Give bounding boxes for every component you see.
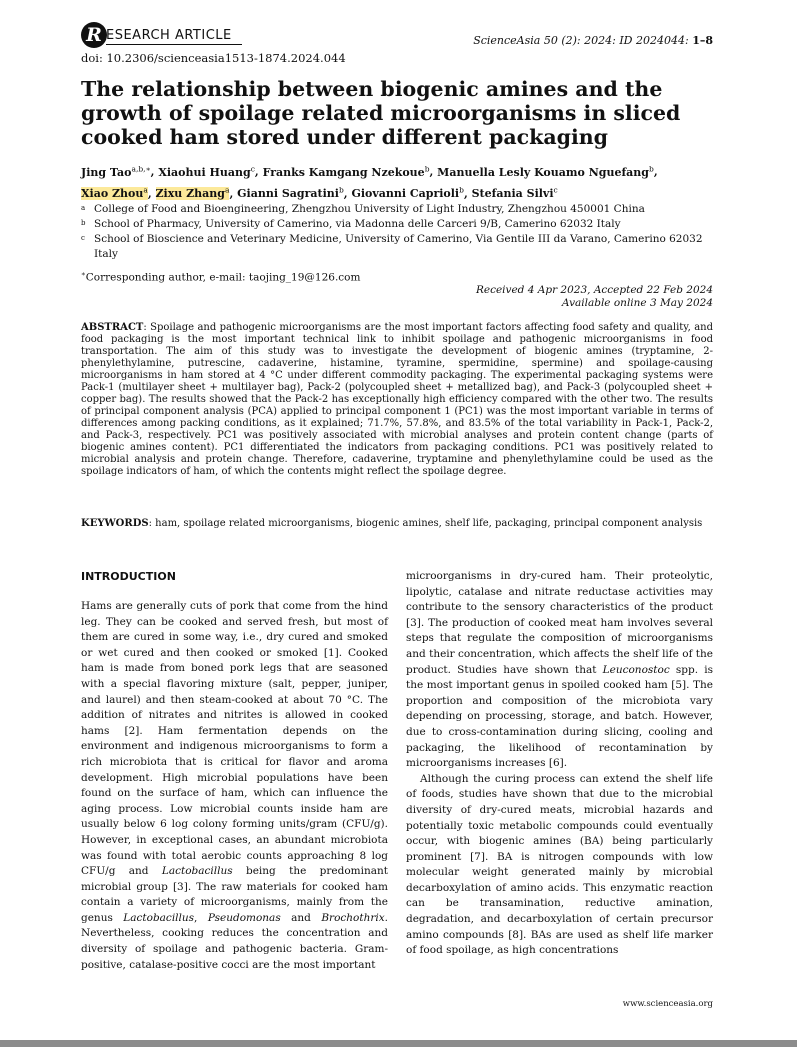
abstract-text: Spoilage and pathogenic microorganisms are the most important factors affecting food safety and quality, and food packaging is the most important technical link to inhibit spoilage and pathogenic microorganisms in food transportation. The aim of this study was to investigate the development of biogenic amines (tryptamine, 2-phenylethylamine, putrescine, cadaverine, histamine, tyramine, spermidine, spermine) and spoilage-causing microorganisms in ham stored at 4 °C under different commodity packaging. The experimental packaging systems were Pack-1 (multilayer sheet + multilayer bag), Pack-2 (polycoupled sheet + metallized bag), and Pack-3 (polycoupled sheet + copper bag). The results showed that the Pack-2 has exceptionally high efficiency compared with the other two. The results of principal component analysis (PCA) applied to principal component 1 (PC1) was the most important variable in terms of differences among packing conditions, as it explained; 71.7%, 57.8%, and 83.5% of the total variability in Pack-1, Pack-2, and Pack-3, respectively. PC1 was positively associated with microbial analyses and protein content change (parts of biogenic amines content). PC1 differentiated the indicators from packaging conditions. PC1 was positively related to microbial analysis and protein change. Therefore, cadaverine, tryptamine and phenylethylamine could be used as the spoilage indicators of ham, of which the contents might reflect the spoilage degree. xyxy=(81,322,713,477)
journal-citation xyxy=(473,34,713,47)
article-title: The relationship between biogenic amines and the growth of spoilage related microorganisms in sliced cooked ham stored under different packaging xyxy=(81,77,681,149)
affiliation-item: c School of Bioscience and Veterinary Medicine, University of Camerino, Via Gentile III da Varano, Camerino 62032 Italy xyxy=(81,233,703,260)
author[interactable]: Xiaohui Huang$^c$ xyxy=(158,164,255,179)
corresponding-author: ∗Corresponding author, e-mail: taojing_19@126.com xyxy=(81,270,361,284)
affiliation-item: a College of Food and Bioengineering, Zhengzhou University of Light Industry, Zhengzhou 450001 China xyxy=(81,203,645,215)
available-online-date: Available online 3 May 2024 xyxy=(561,297,713,309)
keywords-text: ham, spoilage related microorganisms, biogenic amines, shelf life, packaging, principal component analysis xyxy=(155,518,703,529)
page-bottom-bar xyxy=(0,1040,797,1047)
keywords-label: KEYWORDS xyxy=(81,518,149,529)
author[interactable]: Giovanni Caprioli$^b$ xyxy=(351,185,464,201)
author[interactable]: Jing Tao$^{a,b,∗}$ xyxy=(81,164,151,179)
author[interactable]: Gianni Sagratini$^b$ xyxy=(237,185,344,201)
author[interactable]: Franks Kamgang Nzekoue$^b$ xyxy=(262,164,430,179)
journal-name: ScienceAsia xyxy=(473,34,541,47)
body-paragraph-continued: microorganisms in dry-cured ham. Their proteolytic, lipolytic, catalase and nitrate reductase activities may contribute to the sensory characteristics of the product [3]. The production of cooked meat ham involves several steps that regulate the composition of microorganisms and their concentration, which affects the shelf life of the product. Studies have shown that Leuconostoc spp. is the most important genus in spoiled cooked ham [5]. The proportion and composition of the microbiota vary depending on processing, storage, and batch. However, due to cross-contamination during slicing, cooling and packaging, the likelihood of recontamination by microorganisms increases [6]. xyxy=(406,570,713,770)
abstract: ABSTRACT: Spoilage and pathogenic microorganisms are the most important factors affecting food safety and quality, and food packaging is the most important technical link to inhibit spoilage and pathogenic microorganisms in food transportation. The aim of this study was to investigate the development of biogenic amines (tryptamine, 2-phenylethylamine, putrescine, cadaverine, histamine, tyramine, spermidine, spermine) and spoilage-causing microorganisms in ham stored at 4 °C under different commodity packaging. The experimental packaging systems were Pack-1 (multilayer sheet + multilayer bag), Pack-2 (polycoupled sheet + metallized bag), and Pack-3 (polycoupled sheet + copper bag). The results showed that the Pack-2 has exceptionally high efficiency compared with the other two. The results of principal component analysis (PCA) applied to principal component 1 (PC1) was the most important variable in terms of differences among packing conditions, as it explained; 71.7%, 57.8%, and 83.5% of the total variability in Pack-1, Pack-2, and Pack-3, respectively. PC1 was positively associated with microbial analyses and protein content change (parts of biogenic amines content). PC1 differentiated the indicators from packaging conditions. PC1 was positively related to microbial analysis and protein change. Therefore, cadaverine, tryptamine and phenylethylamine could be used as the spoilage indicators of ham, of which the contents might reflect the spoilage degree. xyxy=(81,322,713,477)
journal-volume: 50 (2): 2024: ID 2024044: xyxy=(543,34,689,47)
author-highlighted[interactable]: Xiao Zhou$^a$ xyxy=(81,185,148,201)
header-divider xyxy=(106,44,242,45)
author-highlighted[interactable]: Zixu Zhang$^a$ xyxy=(155,185,230,201)
article-dates xyxy=(476,284,713,310)
section-heading: INTRODUCTION xyxy=(81,570,176,583)
body-paragraph: Although the curing process can extend the shelf life of foods, studies have shown that due to the microbial diversity of dry-cured meats, microbial hazards and potentially toxic metabolic compounds could eventually occur, with biogenic amines (BA) being particularly prominent [7]. BA is nitrogen compounds with low molecular weight generated mainly by microbial decarboxylation of amino acids. This enzymatic reaction can be transamination, reductive amination, degradation, and decarboxylation of certain precursor amino compounds [8]. BAs are used as shelf life marker of food spoilage, as high concentrations xyxy=(406,772,713,957)
affiliation-item: b School of Pharmacy, University of Camerino, via Madonna delle Carceri 9/B, Camerino 62032 Italy xyxy=(81,218,621,230)
abstract-label: ABSTRACT xyxy=(81,322,144,333)
author[interactable]: Stefania Silvi$^c$ xyxy=(471,185,558,201)
affiliation-list xyxy=(81,202,716,262)
body-paragraph: Hams are generally cuts of pork that come from the hind leg. They can be cooked and served fresh, but most of them are cured in some way, i.e., dry cured and smoked or wet cured and then cooked or smoked [1]. Cooked ham is made from boned pork legs that are seasoned with a special flavoring mixture (salt, pepper, juniper, and laurel) and then steam-cooked at about 70 °C. The addition of nitrates and nitrites is allowed in cooked hams [2]. Ham fermentation depends on the environment and indigenous microorganisms to form a rich microbiota that is critical for flavor and aroma development. High microbial populations have been found on the surface of ham, which can influence the aging process. Low microbial counts inside ham are usually below 6 log colony forming units/gram (CFU/g). However, in exceptional cases, an abundant microbiota was found with total aerobic counts approaching 8 log CFU/g and Lactobacillus being the predominant microbial group [3]. The raw materials for cooked ham contain a variety of microorganisms, mainly from the genus Lactobacillus, Pseudomonas and Brochothrix. Nevertheless, cooking reduces the concentration and diversity of spoilage and pathogenic bacteria. Gram-positive, catalase-positive cocci are the most important xyxy=(81,600,388,971)
page-range: 1–8 xyxy=(692,34,713,47)
doi-link[interactable]: doi: 10.2306/scienceasia1513-1874.2024.044 xyxy=(81,51,346,65)
footer-website[interactable]: www.scienceasia.org xyxy=(622,999,713,1009)
author-list: Jing Tao$^{a,b,∗}$, Xiaohui Huang$^c$, Franks Kamgang Nzekoue$^b$, Manuella Lesly Kouamo Nguefang$^b$, Xiao Zhou$^a$, Zixu Zhang$^a$, Gianni Sagratini$^b$, Giovanni Caprioli$^b$, Stefania Silvi$^c$ xyxy=(81,164,658,201)
body-column-left xyxy=(81,599,388,973)
author[interactable]: Manuella Lesly Kouamo Nguefang$^b$ xyxy=(437,164,654,179)
body-column-right xyxy=(406,569,713,959)
article-type-label: ESEARCH ARTICLE xyxy=(106,28,232,43)
keywords: KEYWORDS: ham, spoilage related microorganisms, biogenic amines, shelf life, packaging, principal component analysis xyxy=(81,518,703,529)
received-accepted-date: Received 4 Apr 2023, Accepted 22 Feb 2024 xyxy=(475,284,713,296)
research-article-logo-icon: R xyxy=(81,22,107,48)
